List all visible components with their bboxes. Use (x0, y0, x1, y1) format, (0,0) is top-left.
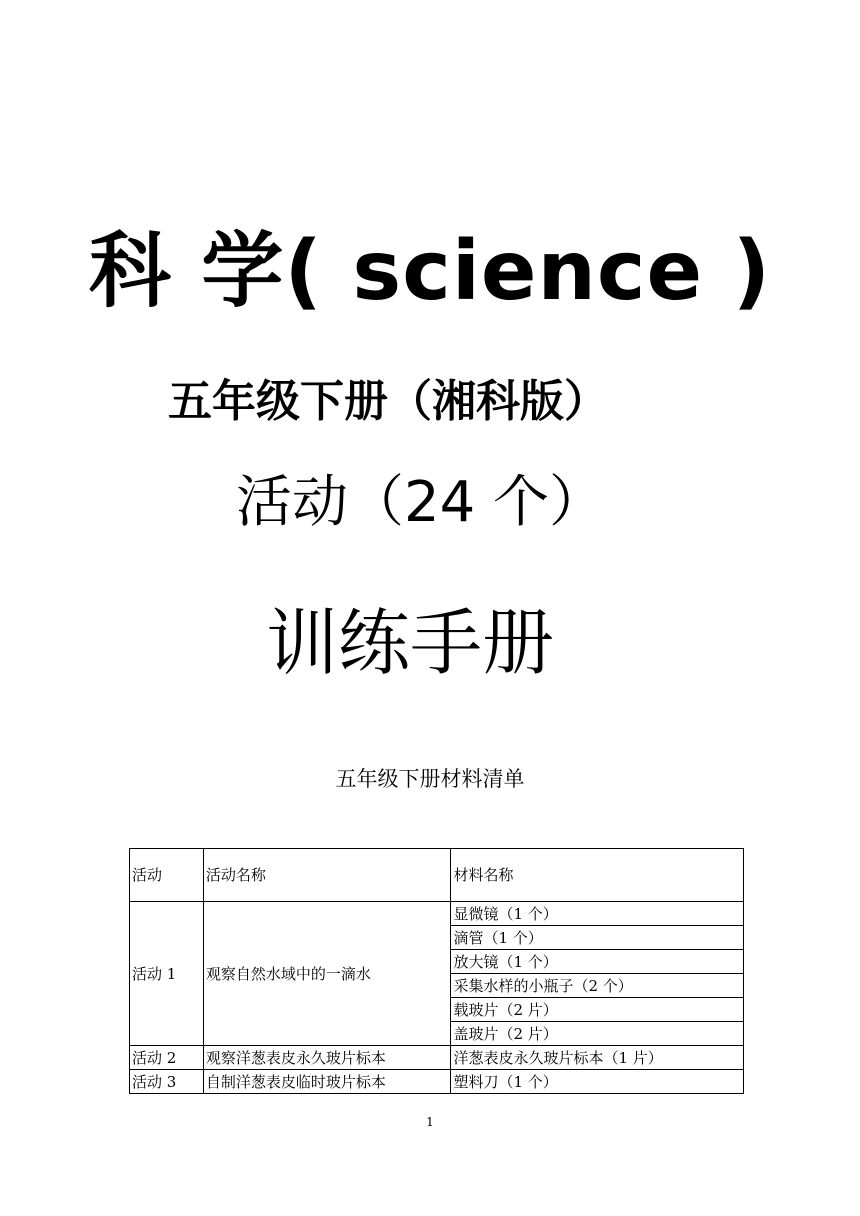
activity-name-cell: 观察洋葱表皮永久玻片标本 (203, 1046, 451, 1070)
activity-cell: 活动 2 (130, 1046, 204, 1070)
table-row (130, 1046, 744, 1070)
cover-manual: 训练手册 (266, 601, 555, 685)
material-cell: 放大镜（1 个） (451, 950, 744, 974)
header-activity-name: 活动名称 (203, 849, 451, 902)
material-cell: 滴管（1 个） (451, 926, 744, 950)
activity-name-cell: 自制洋葱表皮临时玻片标本 (203, 1070, 451, 1094)
table-header-row (130, 849, 744, 902)
activity-cell: 活动 3 (130, 1070, 204, 1094)
cover-activities: 活动（24 个） (236, 470, 606, 535)
material-cell: 采集水样的小瓶子（2 个） (451, 974, 744, 998)
table-row (130, 1070, 744, 1094)
material-cell: 载玻片（2 片） (451, 998, 744, 1022)
header-activity: 活动 (130, 849, 204, 902)
table-row (130, 902, 744, 926)
cover-title: 科 学( science ) (88, 224, 772, 319)
page-number: 1 (426, 1115, 434, 1129)
activity-cell: 活动 1 (130, 902, 204, 1046)
materials-list-title: 五年级下册材料清单 (335, 767, 525, 791)
activity-name-cell: 观察自然水域中的一滴水 (203, 902, 451, 1046)
cover-grade: 五年级下册（湘科版） (168, 376, 608, 427)
material-cell: 盖玻片（2 片） (451, 1022, 744, 1046)
material-cell: 显微镜（1 个） (451, 902, 744, 926)
header-material-name: 材料名称 (451, 849, 744, 902)
material-cell: 洋葱表皮永久玻片标本（1 片） (451, 1046, 744, 1070)
material-cell: 塑料刀（1 个） (451, 1070, 744, 1094)
materials-table (129, 848, 744, 1094)
